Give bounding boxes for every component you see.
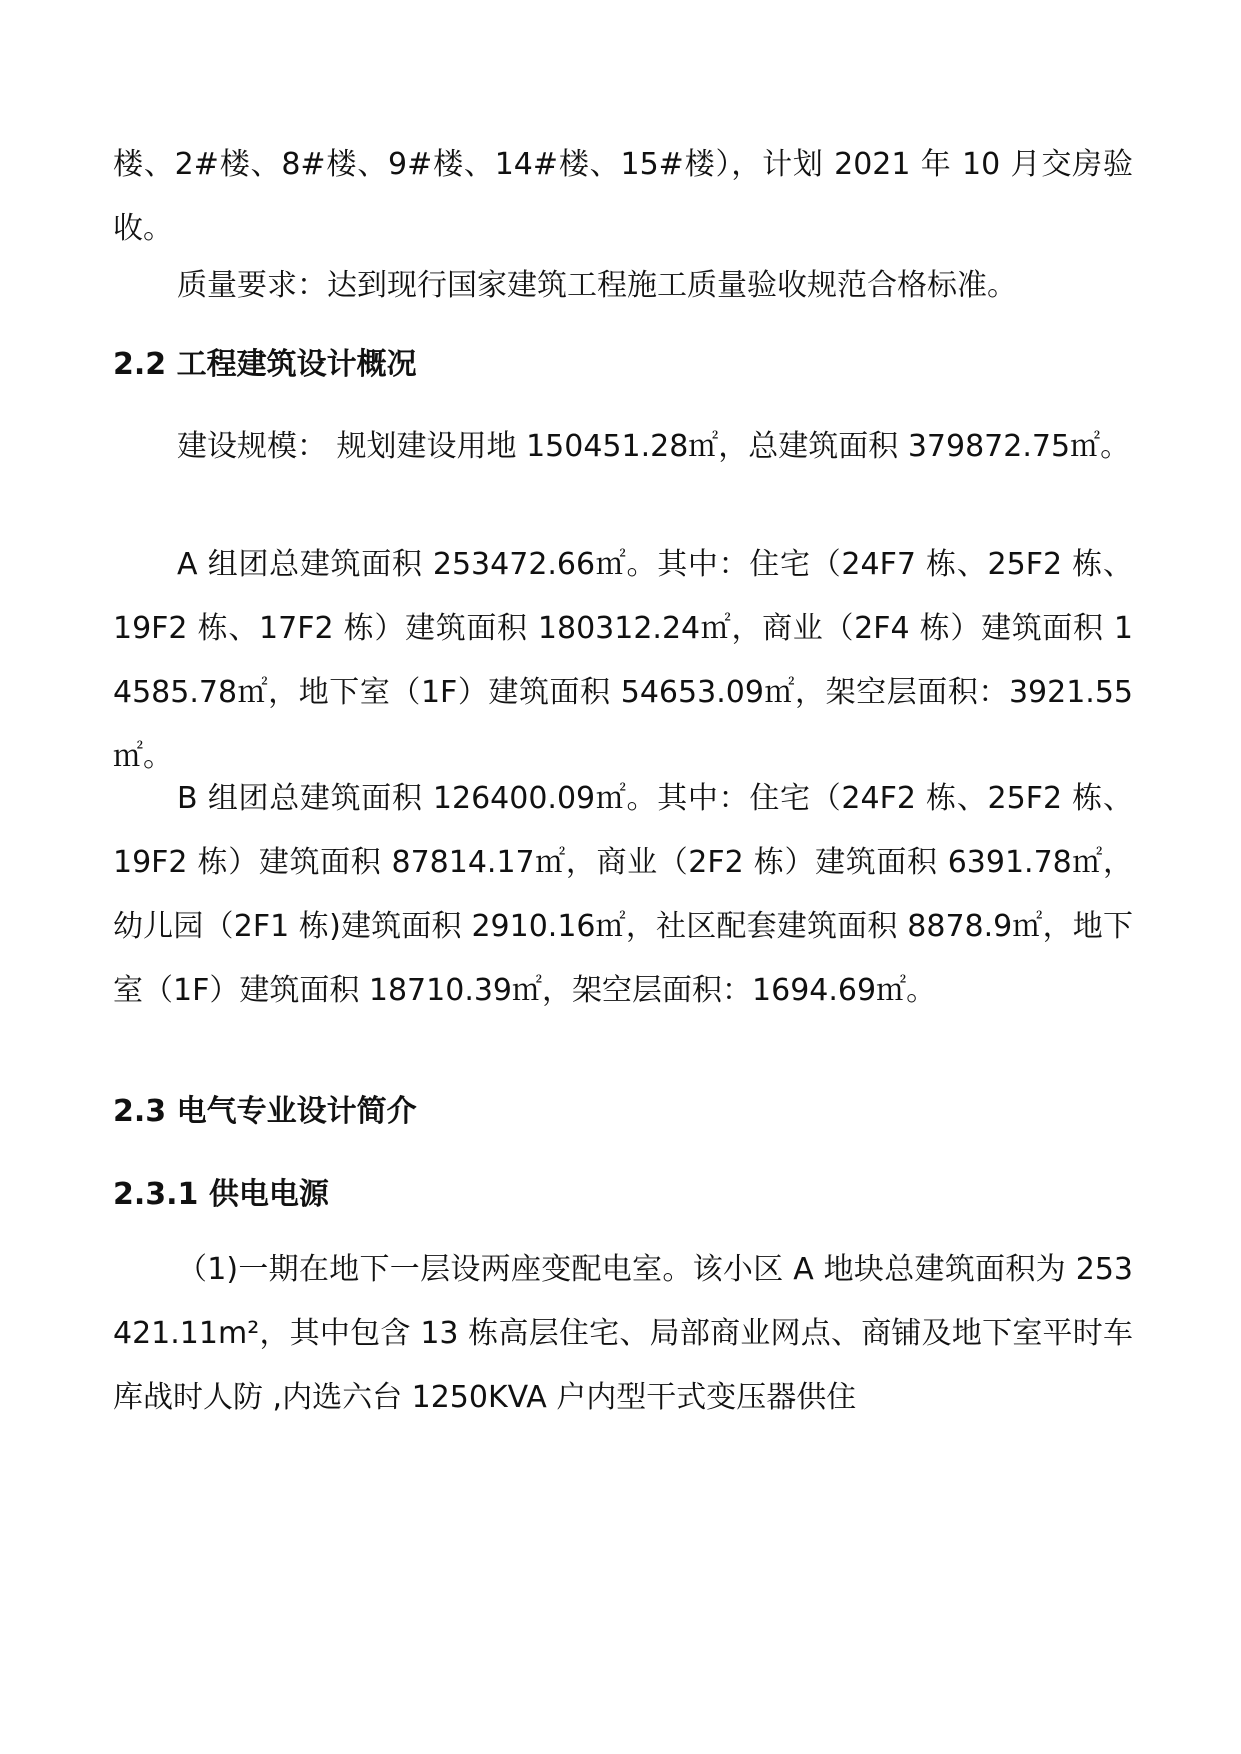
paragraph-delivery-plan: 楼、2#楼、8#楼、9#楼、14#楼、15#楼），计划 2021 年 10 月交房验收。 [113,147,1133,246]
paragraph-construction-scale: 建设规模： 规划建设用地 150451.28㎡，总建筑面积 379872.75㎡。 [177,429,1131,464]
paragraph-power-supply: （1)一期在地下一层设两座变配电室。该小区 A 地块总建筑面积为 253421.11m²，其中包含 13 栋高层住宅、局部商业网点、商铺及地下室平时车库战时人防 ,内选六台 1250KVA 户内型干式变压器供住 [113,1252,1133,1415]
paragraph-group-b: B 组团总建筑面积 126400.09㎡。其中：住宅（24F2 栋、25F2 栋、19F2 栋）建筑面积 87814.17㎡，商业（2F2 栋）建筑面积 6391.78㎡，幼儿园（2F1 栋)建筑面积 2910.16㎡，社区配套建筑面积 8878.9㎡，地下室（1F）建筑面积 18710.39㎡，架空层面积：1694.69㎡。 [113,781,1133,1008]
paragraph-group-a: A 组团总建筑面积 253472.66㎡。其中：住宅（24F7 栋、25F2 栋、19F2 栋、17F2 栋）建筑面积 180312.24㎡，商业（2F4 栋）建筑面积 14585.78㎡，地下室（1F）建筑面积 54653.09㎡，架空层面积：3921.55㎡。 [113,547,1133,774]
paragraph-quality-requirement: 质量要求：达到现行国家建筑工程施工质量验收规范合格标准。 [177,268,1017,303]
section-heading-2-2: 2.2 工程建筑设计概况 [113,347,417,382]
section-heading-2-3: 2.3 电气专业设计简介 [113,1094,417,1129]
section-heading-2-3-1: 2.3.1 供电电源 [113,1177,329,1212]
